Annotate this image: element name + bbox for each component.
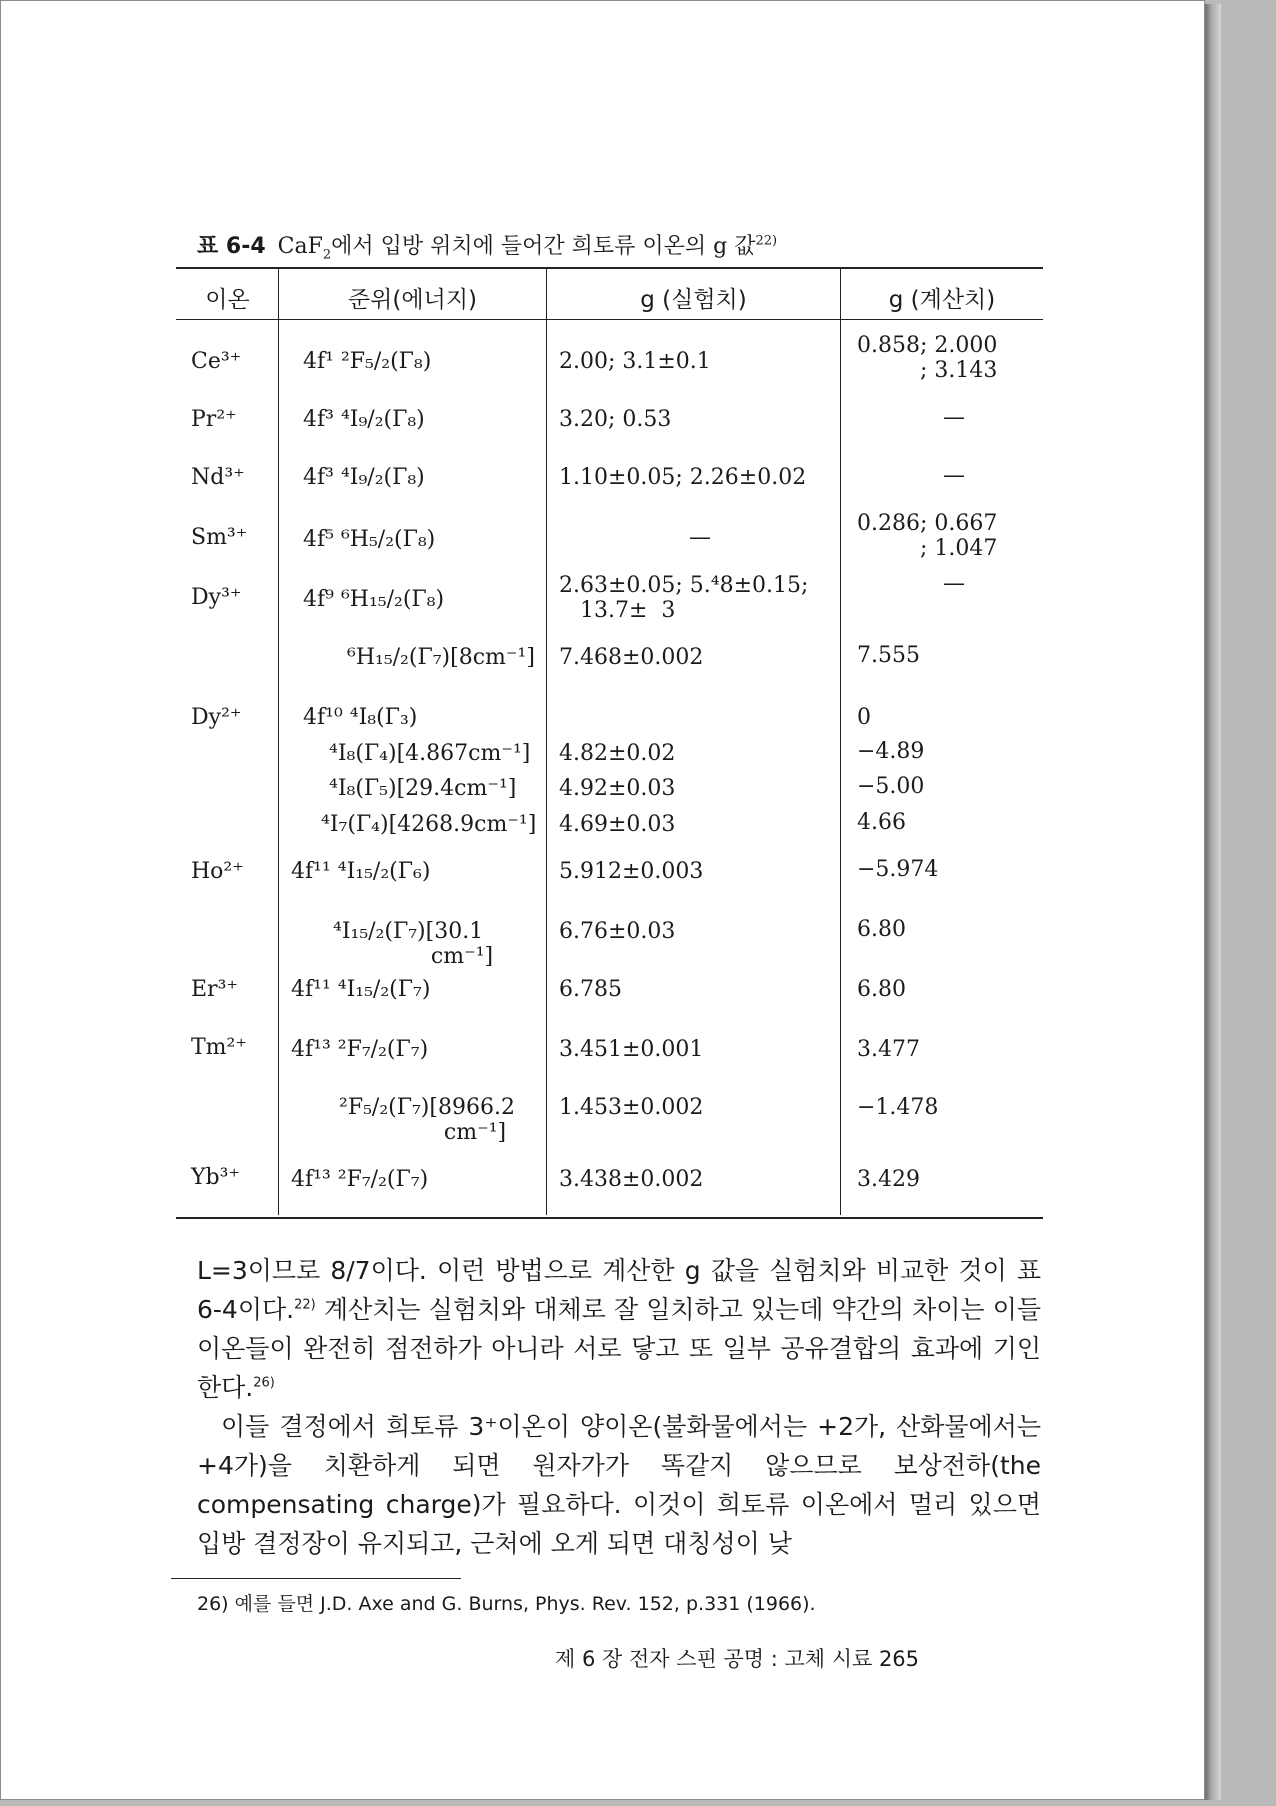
cell-level: 4f¹¹ ⁴I₁₅/₂(Γ₆) xyxy=(291,859,431,884)
cell-g-experimental: 1.453±0.002 xyxy=(559,1095,704,1120)
column-divider xyxy=(840,267,841,1215)
cell-g-calculated: −4.89 xyxy=(857,739,925,764)
cell-g-experimental: 1.10±0.05; 2.26±0.02 xyxy=(559,465,807,490)
caption-reference: 22) xyxy=(755,233,778,249)
cell-g-calculated: 3.429 xyxy=(857,1167,920,1192)
cell-g-calculated: 7.555 xyxy=(857,643,920,668)
cell-level: ⁴I₇(Γ₄)[4268.9cm⁻¹] xyxy=(321,812,537,837)
cell-level: 4f³ ⁴I₉/₂(Γ₈) xyxy=(303,407,425,432)
cell-level: 4f⁹ ⁶H₁₅/₂(Γ₈) xyxy=(303,587,445,612)
table-label: 표 6-4 xyxy=(197,234,266,259)
cell-g-calculated: 6.80 xyxy=(857,977,906,1002)
cell-level: 4f¹⁰ ⁴I₈(Γ₃) xyxy=(303,705,418,730)
paragraph xyxy=(197,1251,1041,1407)
cell-g-experimental: 4.69±0.03 xyxy=(559,812,676,837)
cell-level: 4f¹¹ ⁴I₁₅/₂(Γ₇) xyxy=(291,977,431,1002)
cell-level: 4f¹³ ²F₇/₂(Γ₇) xyxy=(291,1167,429,1192)
header-g-calculated: g (계산치) xyxy=(888,287,996,313)
running-footer: 제 6 장 전자 스핀 공명 : 고체 시료 265 xyxy=(555,1647,920,1671)
cell-g-calculated: −1.478 xyxy=(857,1095,939,1120)
cell-level: 4f⁵ ⁶H₅/₂(Γ₈) xyxy=(303,527,436,552)
cell-g-calculated: −5.974 xyxy=(857,857,939,882)
footnote-divider xyxy=(171,1578,461,1579)
column-divider xyxy=(546,267,547,1215)
cell-g-experimental: 3.20; 0.53 xyxy=(559,407,672,432)
cell-g-calculated: −5.00 xyxy=(857,774,925,799)
cell-ion: Ce³⁺ xyxy=(191,349,242,374)
paragraph: 이들 결정에서 희토류 3⁺이온이 양이온(불화물에서는 +2가, 산화물에서는 +4가)을 치환하게 되면 원자가가 똑같지 않으므로 보상전하(the compensating charge)가 필요하다. 이것이 희토류 이온에서 멀리 있으면 입방 결정장이 유지되고, 근처에 오게 되면 대칭성이 낮 xyxy=(197,1412,1041,1558)
cell-g-experimental: 2.63±0.05; 5.⁴8±0.15; 13.7± 3 xyxy=(559,573,809,623)
cell-g-experimental: 6.76±0.03 xyxy=(559,919,676,944)
cell-g-calculated: — xyxy=(943,571,965,596)
cell-g-calculated: 4.66 xyxy=(857,810,906,835)
header-g-experimental: g (실험치) xyxy=(640,287,747,313)
cell-ion: Er³⁺ xyxy=(191,977,239,1002)
cell-ion: Ho²⁺ xyxy=(191,859,244,884)
cell-g-calculated: — xyxy=(943,405,965,430)
cell-level: ⁴I₈(Γ₄)[4.867cm⁻¹] xyxy=(329,741,531,766)
column-divider xyxy=(278,267,279,1215)
caption-subscript: 2 xyxy=(322,247,332,263)
cell-level: ⁴I₁₅/₂(Γ₇)[30.1 cm⁻¹] xyxy=(333,919,494,969)
cell-ion: Dy²⁺ xyxy=(191,705,242,730)
cell-level: ⁶H₁₅/₂(Γ₇)[8cm⁻¹] xyxy=(347,645,535,670)
cell-g-calculated: 3.477 xyxy=(857,1037,920,1062)
reference-marker: 26) xyxy=(253,1375,275,1391)
cell-g-experimental: 3.438±0.002 xyxy=(559,1167,704,1192)
body-text xyxy=(197,1251,1041,1563)
header-divider xyxy=(176,319,1043,320)
caption-text: 에서 입방 위치에 들어간 희토류 이온의 g 값 xyxy=(331,234,756,259)
cell-g-calculated: 0.286; 0.667 ; 1.047 xyxy=(857,511,998,561)
cell-g-experimental: 3.451±0.001 xyxy=(559,1037,704,1062)
cell-level: ⁴I₈(Γ₅)[29.4cm⁻¹] xyxy=(329,776,517,801)
cell-ion: Yb³⁺ xyxy=(191,1165,241,1190)
cell-g-experimental: 7.468±0.002 xyxy=(559,645,704,670)
cell-ion: Tm²⁺ xyxy=(191,1035,247,1060)
cell-level: 4f¹³ ²F₇/₂(Γ₇) xyxy=(291,1037,429,1062)
cell-g-experimental: 2.00; 3.1±0.1 xyxy=(559,349,711,374)
footnote: 26) 예를 들면 J.D. Axe and G. Burns, Phys. Rev. 152, p.331 (1966). xyxy=(197,1593,816,1615)
cell-ion: Dy³⁺ xyxy=(191,585,242,610)
cell-g-experimental: 4.82±0.02 xyxy=(559,741,676,766)
cell-ion: Pr²⁺ xyxy=(191,407,237,432)
cell-g-experimental: 4.92±0.03 xyxy=(559,776,676,801)
cell-level: ²F₅/₂(Γ₇)[8966.2 cm⁻¹] xyxy=(339,1095,515,1145)
cell-g-calculated: 0 xyxy=(857,705,871,730)
header-level: 준위(에너지) xyxy=(347,287,478,313)
reference-marker: 22) xyxy=(294,1297,316,1313)
cell-g-experimental: 5.912±0.003 xyxy=(559,859,704,884)
table-caption xyxy=(197,229,777,262)
cell-ion: Sm³⁺ xyxy=(191,525,248,550)
paragraph-text: L=3이므로 8/7이다. 이런 방법으로 계산한 g 값을 실험치와 비교한 것이 표 6-4이다. xyxy=(197,1256,1041,1324)
page-edge-shadow xyxy=(1205,4,1221,1800)
cell-g-experimental: — xyxy=(689,525,711,550)
cell-g-calculated: — xyxy=(943,463,965,488)
cell-g-calculated: 0.858; 2.000 ; 3.143 xyxy=(857,333,998,383)
cell-g-calculated: 6.80 xyxy=(857,917,906,942)
caption-formula: CaF xyxy=(277,234,323,259)
cell-g-experimental: 6.785 xyxy=(559,977,622,1002)
paragraph-text: 계산치는 실험치와 대체로 잘 일치하고 있는데 약간의 차이는 이들 이온들이 완전히 점전하가 아니라 서로 닿고 또 일부 공유결합의 효과에 기인한다. xyxy=(197,1295,1041,1402)
cell-ion: Nd³⁺ xyxy=(191,465,245,490)
cell-level: 4f³ ⁴I₉/₂(Γ₈) xyxy=(303,465,425,490)
cell-level: 4f¹ ²F₅/₂(Γ₈) xyxy=(303,349,432,374)
header-ion: 이온 xyxy=(205,287,250,313)
